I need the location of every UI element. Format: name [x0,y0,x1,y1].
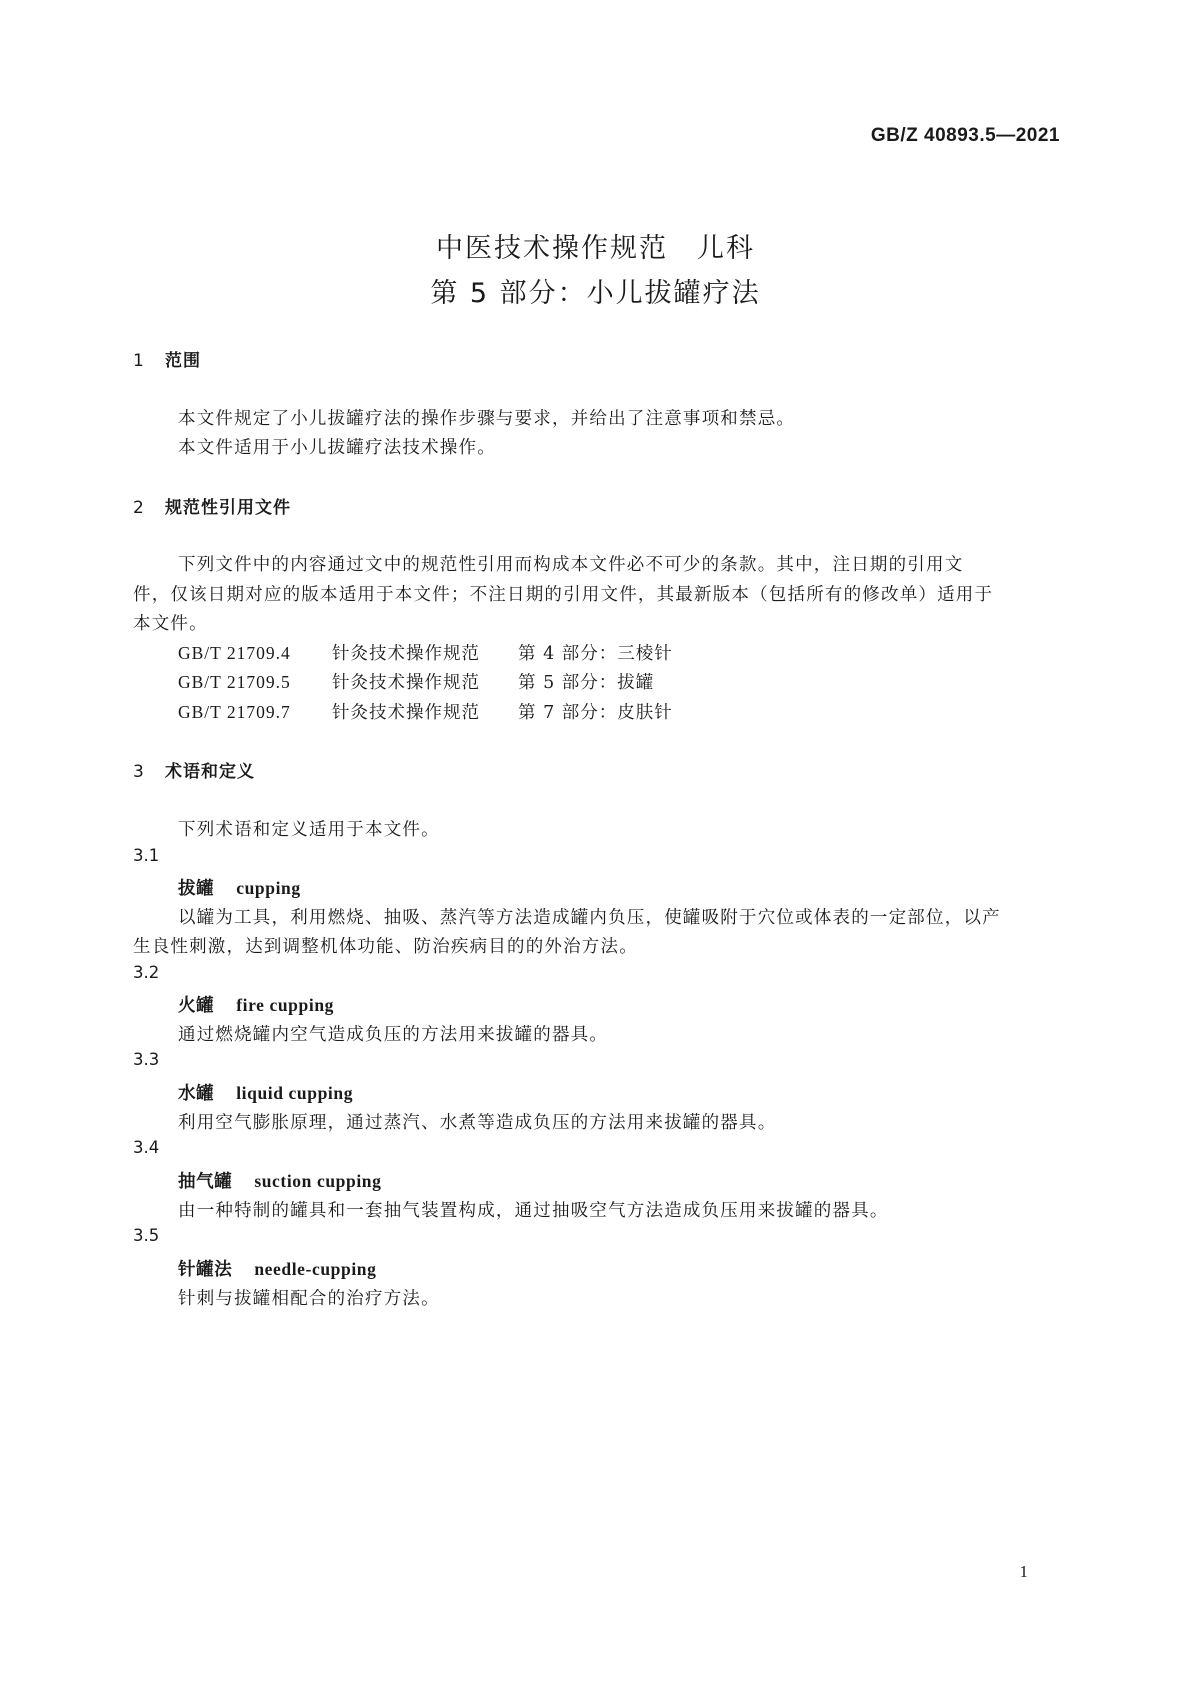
document-subtitle: 第 5 部分：小儿拔罐疗法 [430,278,761,309]
reference-code: GB/T 21709.7 [178,702,291,722]
term-definition: 利用空气膨胀原理，通过蒸汽、水煮等造成负压的方法用来拔罐的器具。 [178,1113,777,1133]
paragraph: 本文件规定了小儿拔罐疗法的操作步骤与要求，并给出了注意事项和禁忌。 [178,409,796,429]
reference-code: GB/T 21709.5 [178,672,291,692]
term-en: cupping [236,878,301,898]
section-number: 3 [133,762,144,782]
term-definition: 以罐为工具，利用燃烧、抽吸、蒸汽等方法造成罐内负压，使罐吸附于穴位或体表的一定部位，以产 [178,908,1001,928]
term-number: 3.4 [133,1138,160,1157]
reference-part: 第 5 部分：拔罐 [518,673,655,693]
section-number: 2 [133,498,144,518]
reference-item [178,640,673,665]
section-2-heading [133,493,291,518]
term-definition: 针刺与拔罐相配合的治疗方法。 [178,1289,440,1309]
reference-item [178,669,654,694]
reference-name: 针灸技术操作规范 [332,703,480,723]
paragraph: 下列术语和定义适用于本文件。 [178,820,440,840]
term-number: 3.5 [133,1226,160,1245]
term-heading [178,875,301,900]
term-en: suction cupping [254,1171,382,1191]
paragraph-line: 本文件。 [133,614,208,634]
section-3-heading [133,757,255,782]
document-title: 中医技术操作规范 儿科 [436,233,755,264]
term-number: 3.2 [133,963,160,982]
term-heading [178,1168,381,1193]
term-zh: 针罐法 [178,1260,233,1280]
term-heading [178,992,334,1017]
term-zh: 水罐 [178,1084,215,1104]
term-heading [178,1256,376,1281]
term-definition: 通过燃烧罐内空气造成负压的方法用来拔罐的器具。 [178,1025,609,1045]
section-title: 规范性引用文件 [165,498,291,518]
term-definition: 由一种特制的罐具和一套抽气装置构成，通过抽吸空气方法造成负压用来拔罐的器具。 [178,1201,889,1221]
term-number: 3.1 [133,846,160,865]
section-1-heading [133,346,201,371]
standard-code: GB/Z 40893.5—2021 [870,125,1060,146]
term-definition-line: 生良性刺激，达到调整机体功能、防治疾病目的的外治方法。 [133,937,638,957]
reference-part: 第 4 部分：三棱针 [518,644,673,664]
reference-item [178,699,673,724]
term-heading [178,1080,353,1105]
reference-code: GB/T 21709.4 [178,643,291,663]
term-zh: 火罐 [178,996,215,1016]
paragraph-line: 件，仅该日期对应的版本适用于本文件；不注日期的引用文件，其最新版本（包括所有的修改单）适用于 [133,585,994,605]
section-title: 范围 [165,351,201,371]
paragraph: 下列文件中的内容通过文中的规范性引用而构成本文件必不可少的条款。其中，注日期的引用文 [178,555,964,575]
term-zh: 拔罐 [178,879,215,899]
term-zh: 抽气罐 [178,1172,233,1192]
reference-name: 针灸技术操作规范 [332,644,480,664]
term-en: fire cupping [236,995,334,1015]
paragraph: 本文件适用于小儿拔罐疗法技术操作。 [178,438,496,458]
section-number: 1 [133,351,144,371]
reference-part: 第 7 部分：皮肤针 [518,703,673,723]
term-en: liquid cupping [236,1083,354,1103]
term-en: needle-cupping [254,1259,377,1279]
section-title: 术语和定义 [165,762,255,782]
page-number: 1 [1019,1562,1028,1581]
term-number: 3.3 [133,1050,160,1069]
reference-name: 针灸技术操作规范 [332,673,480,693]
